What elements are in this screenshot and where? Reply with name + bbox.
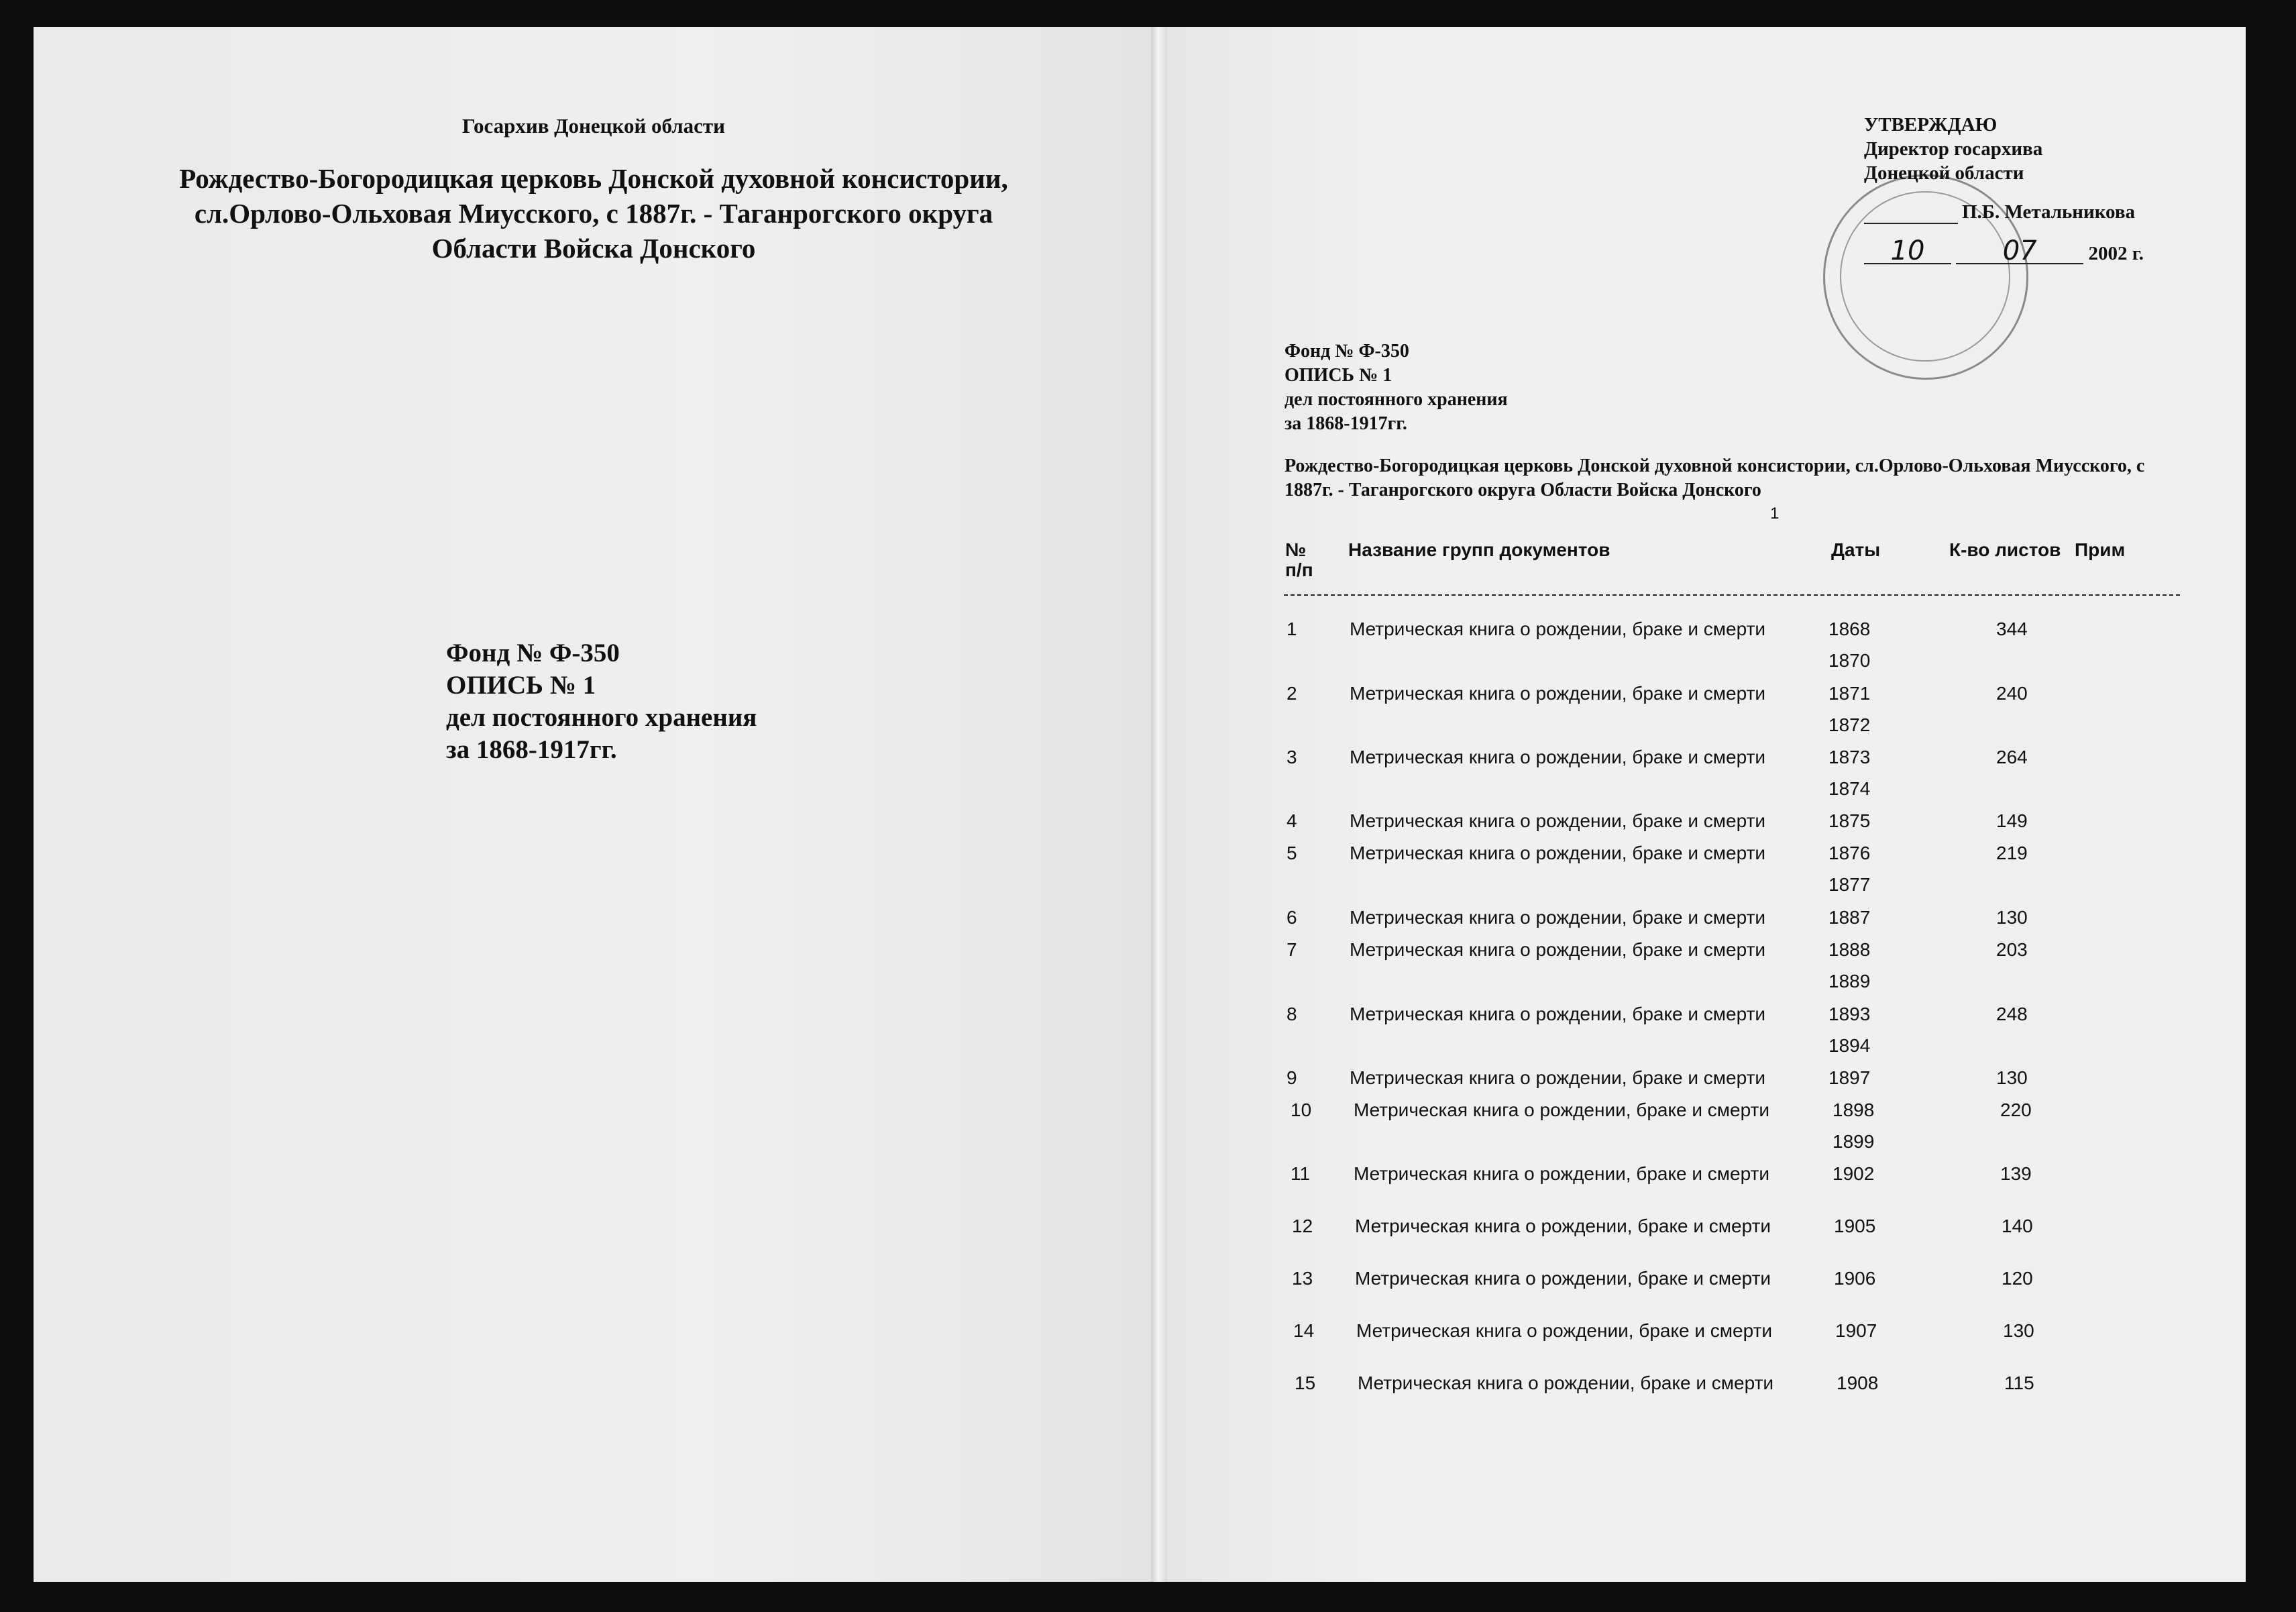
row-sheets: 219 bbox=[1996, 843, 2028, 863]
header-dates: Даты bbox=[1831, 539, 1881, 560]
row-number: 12 bbox=[1292, 1216, 1313, 1236]
fond-info-right bbox=[1284, 339, 1508, 436]
row-sheets: 264 bbox=[1996, 747, 2028, 767]
row-date: 1889 bbox=[1828, 971, 1871, 991]
row-date: 1877 bbox=[1828, 874, 1871, 895]
row-number: 10 bbox=[1291, 1099, 1312, 1120]
row-number: 1 bbox=[1287, 619, 1297, 639]
title-line: Рождество-Богородицкая церковь Донской духовной консистории, bbox=[179, 163, 1008, 194]
row-number: 5 bbox=[1287, 843, 1297, 863]
row-number: 6 bbox=[1287, 907, 1297, 928]
fond-number: Фонд № Ф-350 bbox=[1284, 341, 1409, 362]
row-date: 1893 bbox=[1828, 1004, 1871, 1024]
row-name: Метрическая книга о рождении, браке и смерти bbox=[1350, 843, 1766, 863]
row-date: 1897 bbox=[1828, 1067, 1871, 1088]
row-number: 2 bbox=[1287, 683, 1297, 704]
row-sheets: 248 bbox=[1996, 1004, 2028, 1024]
title-line: сл.Орлово-Ольховая Миусского, с 1887г. - Таганрогского округа bbox=[194, 198, 993, 229]
header-note: Прим bbox=[2075, 539, 2126, 560]
row-name: Метрическая книга о рождении, браке и смерти bbox=[1350, 1067, 1766, 1088]
row-sheets: 120 bbox=[2002, 1268, 2033, 1289]
row-date: 1887 bbox=[1828, 907, 1871, 928]
row-sheets: 203 bbox=[1996, 939, 2028, 960]
organization-title bbox=[34, 161, 1154, 266]
signatory-name: П.Б. Метальникова bbox=[1962, 201, 2135, 223]
row-number: 15 bbox=[1295, 1373, 1316, 1393]
fond-info bbox=[446, 637, 757, 766]
storage-type: дел постоянного хранения bbox=[1284, 389, 1508, 410]
row-date: 1874 bbox=[1828, 778, 1871, 799]
row-name: Метрическая книга о рождении, браке и смерти bbox=[1350, 619, 1766, 639]
date-range: за 1868-1917гг. bbox=[1284, 413, 1407, 434]
header-sheets: К-во листов bbox=[1949, 539, 2061, 560]
row-sheets: 240 bbox=[1996, 683, 2028, 704]
row-date: 1872 bbox=[1828, 714, 1871, 735]
row-name: Метрическая книга о рождении, браке и смерти bbox=[1350, 939, 1766, 960]
row-name: Метрическая книга о рождении, браке и смерти bbox=[1350, 747, 1766, 767]
row-sheets: 220 bbox=[2000, 1099, 2032, 1120]
row-sheets: 140 bbox=[2002, 1216, 2033, 1236]
row-number: 8 bbox=[1287, 1004, 1297, 1024]
row-date: 1906 bbox=[1834, 1268, 1876, 1289]
row-name: Метрическая книга о рождении, браке и смерти bbox=[1358, 1373, 1774, 1393]
row-date: 1905 bbox=[1834, 1216, 1876, 1236]
row-date: 1899 bbox=[1833, 1131, 1875, 1152]
row-date: 1875 bbox=[1828, 810, 1871, 831]
row-number: 9 bbox=[1287, 1067, 1297, 1088]
row-number: 11 bbox=[1291, 1163, 1311, 1184]
row-number: 3 bbox=[1287, 747, 1297, 767]
title-line: Области Войска Донского bbox=[431, 233, 756, 264]
row-sheets: 139 bbox=[2000, 1163, 2032, 1184]
row-name: Метрическая книга о рождении, браке и смерти bbox=[1355, 1216, 1771, 1236]
approval-heading: УТВЕРЖДАЮ bbox=[1864, 114, 1998, 136]
date-year: 2002 г. bbox=[2088, 243, 2144, 264]
row-number: 7 bbox=[1287, 939, 1297, 960]
row-number: 14 bbox=[1293, 1320, 1315, 1341]
row-name: Метрическая книга о рождении, браке и смерти bbox=[1350, 1004, 1766, 1024]
fond-number: Фонд № Ф-350 bbox=[446, 639, 620, 667]
row-date: 1868 bbox=[1828, 619, 1871, 639]
approval-date bbox=[1864, 235, 2144, 266]
header-divider bbox=[1284, 594, 2180, 596]
header-num-sub: п/п bbox=[1285, 559, 1313, 580]
row-name: Метрическая книга о рождении, браке и смерти bbox=[1350, 683, 1766, 704]
row-name: Метрическая книга о рождении, браке и смерти bbox=[1350, 907, 1766, 928]
row-sheets: 149 bbox=[1996, 810, 2028, 831]
row-date: 1870 bbox=[1828, 650, 1871, 671]
row-sheets: 344 bbox=[1996, 619, 2028, 639]
signature bbox=[1864, 204, 1958, 224]
row-sheets: 130 bbox=[1996, 1067, 2028, 1088]
row-name: Метрическая книга о рождении, браке и смерти bbox=[1355, 1268, 1771, 1289]
date-range: за 1868-1917гг. bbox=[446, 735, 617, 764]
row-date: 1908 bbox=[1837, 1373, 1879, 1393]
row-name: Метрическая книга о рождении, браке и смерти bbox=[1350, 810, 1766, 831]
date-month: 07 bbox=[1956, 239, 2083, 264]
row-sheets: 130 bbox=[1996, 907, 2028, 928]
archive-name: Госархив Донецкой области bbox=[461, 114, 726, 138]
row-sheets: 130 bbox=[2003, 1320, 2034, 1341]
signature-line bbox=[1864, 200, 2144, 224]
approval-block bbox=[1864, 113, 2144, 266]
row-number: 4 bbox=[1287, 810, 1297, 831]
storage-type: дел постоянного хранения bbox=[446, 703, 757, 732]
row-name: Метрическая книга о рождении, браке и смерти bbox=[1354, 1163, 1770, 1184]
row-name: Метрическая книга о рождении, браке и смерти bbox=[1354, 1099, 1770, 1120]
row-date: 1907 bbox=[1835, 1320, 1877, 1341]
row-date: 1876 bbox=[1828, 843, 1871, 863]
page-number: 1 bbox=[1770, 504, 1780, 523]
row-name: Метрическая книга о рождении, браке и смерти bbox=[1356, 1320, 1773, 1341]
approval-position: Директор госархива bbox=[1864, 138, 2043, 160]
row-date: 1898 bbox=[1833, 1099, 1875, 1120]
row-sheets: 115 bbox=[2004, 1373, 2034, 1393]
right-page bbox=[1167, 27, 2246, 1582]
date-day: 10 bbox=[1864, 239, 1951, 264]
header-name: Название групп документов bbox=[1348, 539, 1610, 560]
inventory-number: ОПИСЬ № 1 bbox=[1284, 365, 1392, 386]
row-date: 1902 bbox=[1833, 1163, 1875, 1184]
row-date: 1888 bbox=[1828, 939, 1871, 960]
row-date: 1894 bbox=[1828, 1035, 1871, 1056]
row-number: 13 bbox=[1292, 1268, 1313, 1289]
organization-text: Рождество-Богородицкая церковь Донской духовной консистории, сл.Орлово-Ольховая Миусского, с 1887г. - Таганрогского округа Области Войска Донского bbox=[1284, 455, 2145, 500]
row-date: 1871 bbox=[1828, 683, 1871, 704]
inventory-number: ОПИСЬ № 1 bbox=[446, 671, 596, 700]
approval-region: Донецкой области bbox=[1864, 162, 2024, 184]
header-num: № bbox=[1285, 539, 1307, 560]
left-page bbox=[34, 27, 1154, 1582]
row-date: 1873 bbox=[1828, 747, 1871, 767]
